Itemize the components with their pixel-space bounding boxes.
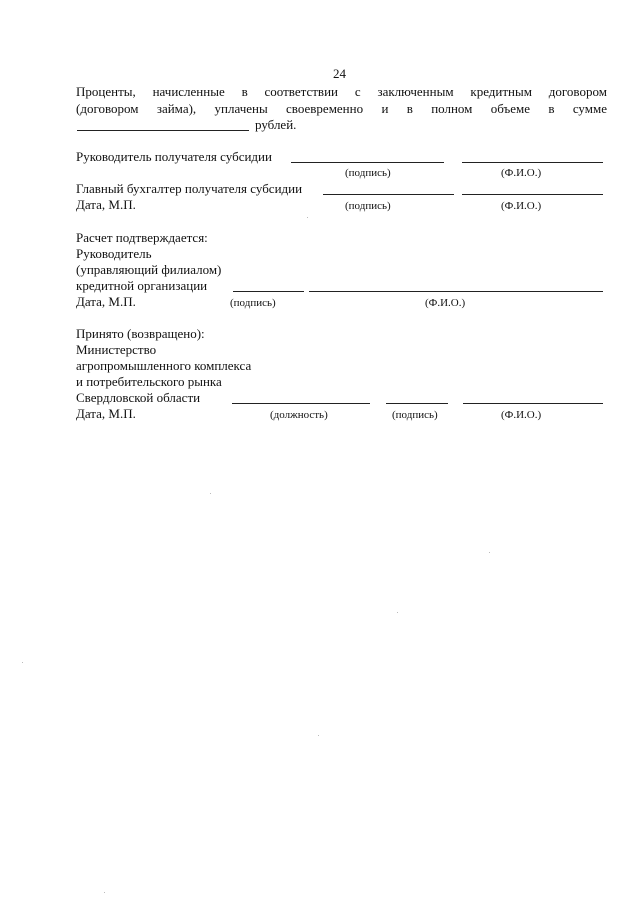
intro-word: в bbox=[548, 101, 555, 116]
intro-word: в bbox=[406, 101, 413, 116]
intro-word: займа), bbox=[156, 101, 197, 116]
page-number: 24 bbox=[333, 66, 346, 81]
intro-word: Проценты, bbox=[76, 84, 136, 99]
confirmation-sign-caption: (подпись) bbox=[230, 297, 276, 309]
intro-word: своевременно bbox=[286, 101, 364, 116]
recipient-accountant-name-line bbox=[462, 194, 603, 195]
intro-word: сумме bbox=[572, 101, 607, 116]
intro-word: с bbox=[354, 84, 361, 99]
accepted-date-label: Дата, М.П. bbox=[76, 406, 136, 421]
intro-word: кредитным bbox=[470, 84, 532, 99]
recipient-accountant-sign-caption: (подпись) bbox=[345, 200, 391, 212]
recipient-accountant-name-caption: (Ф.И.О.) bbox=[501, 200, 542, 212]
accepted-ministry-line-2: агропромышленного комплекса bbox=[76, 358, 252, 373]
intro-paragraph bbox=[76, 83, 607, 117]
confirmation-branch-label: (управляющий филиалом) bbox=[76, 262, 222, 277]
accepted-position-caption: (должность) bbox=[270, 409, 328, 421]
recipient-accountant-sign-line bbox=[323, 194, 454, 195]
accepted-name-caption: (Ф.И.О.) bbox=[501, 409, 542, 421]
amount-currency-label: рублей. bbox=[255, 117, 297, 132]
confirmation-sign-line bbox=[233, 291, 304, 292]
accepted-title: Принято (возвращено): bbox=[76, 326, 205, 341]
accepted-sign-caption: (подпись) bbox=[392, 409, 438, 421]
intro-word: в bbox=[241, 84, 248, 99]
confirmation-bank-label: кредитной организации bbox=[76, 278, 208, 293]
confirmation-date-label: Дата, М.П. bbox=[76, 294, 136, 309]
amount-blank-line bbox=[77, 130, 249, 131]
accepted-ministry-line-4: Свердловской области bbox=[76, 390, 201, 405]
scan-speck bbox=[307, 217, 308, 218]
intro-word: уплачены bbox=[214, 101, 268, 116]
accepted-sign-line bbox=[386, 403, 448, 404]
recipient-accountant-label: Главный бухгалтер получателя субсидии bbox=[76, 181, 303, 196]
accepted-ministry-line-1: Министерство bbox=[76, 342, 157, 357]
scan-speck bbox=[397, 612, 398, 613]
confirmation-name-caption: (Ф.И.О.) bbox=[425, 297, 466, 309]
scan-speck bbox=[22, 662, 23, 663]
intro-word: полном bbox=[431, 101, 473, 116]
intro-word: начисленные bbox=[152, 84, 225, 99]
intro-word: (договором bbox=[76, 101, 139, 116]
intro-word: соответствии bbox=[264, 84, 338, 99]
scan-speck bbox=[104, 892, 105, 893]
recipient-head-sign-caption: (подпись) bbox=[345, 167, 391, 179]
intro-word: договором bbox=[548, 84, 607, 99]
confirmation-title: Расчет подтверждается: bbox=[76, 230, 208, 245]
recipient-head-sign-line bbox=[291, 162, 444, 163]
scan-speck bbox=[210, 493, 211, 494]
intro-word: объеме bbox=[490, 101, 531, 116]
confirmation-name-line bbox=[309, 291, 603, 292]
accepted-position-line bbox=[232, 403, 370, 404]
accepted-ministry-line-3: и потребительского рынка bbox=[76, 374, 222, 389]
intro-line-1 bbox=[76, 83, 607, 100]
recipient-head-name-line bbox=[462, 162, 603, 163]
scan-speck bbox=[318, 735, 319, 736]
recipient-date-label: Дата, М.П. bbox=[76, 197, 136, 212]
recipient-head-name-caption: (Ф.И.О.) bbox=[501, 167, 542, 179]
intro-line-2 bbox=[76, 100, 607, 117]
confirmation-head-label: Руководитель bbox=[76, 246, 152, 261]
intro-word: и bbox=[381, 101, 389, 116]
scan-speck bbox=[489, 552, 490, 553]
accepted-name-line bbox=[463, 403, 603, 404]
recipient-head-label: Руководитель получателя субсидии bbox=[76, 149, 272, 164]
intro-word: заключенным bbox=[377, 84, 454, 99]
